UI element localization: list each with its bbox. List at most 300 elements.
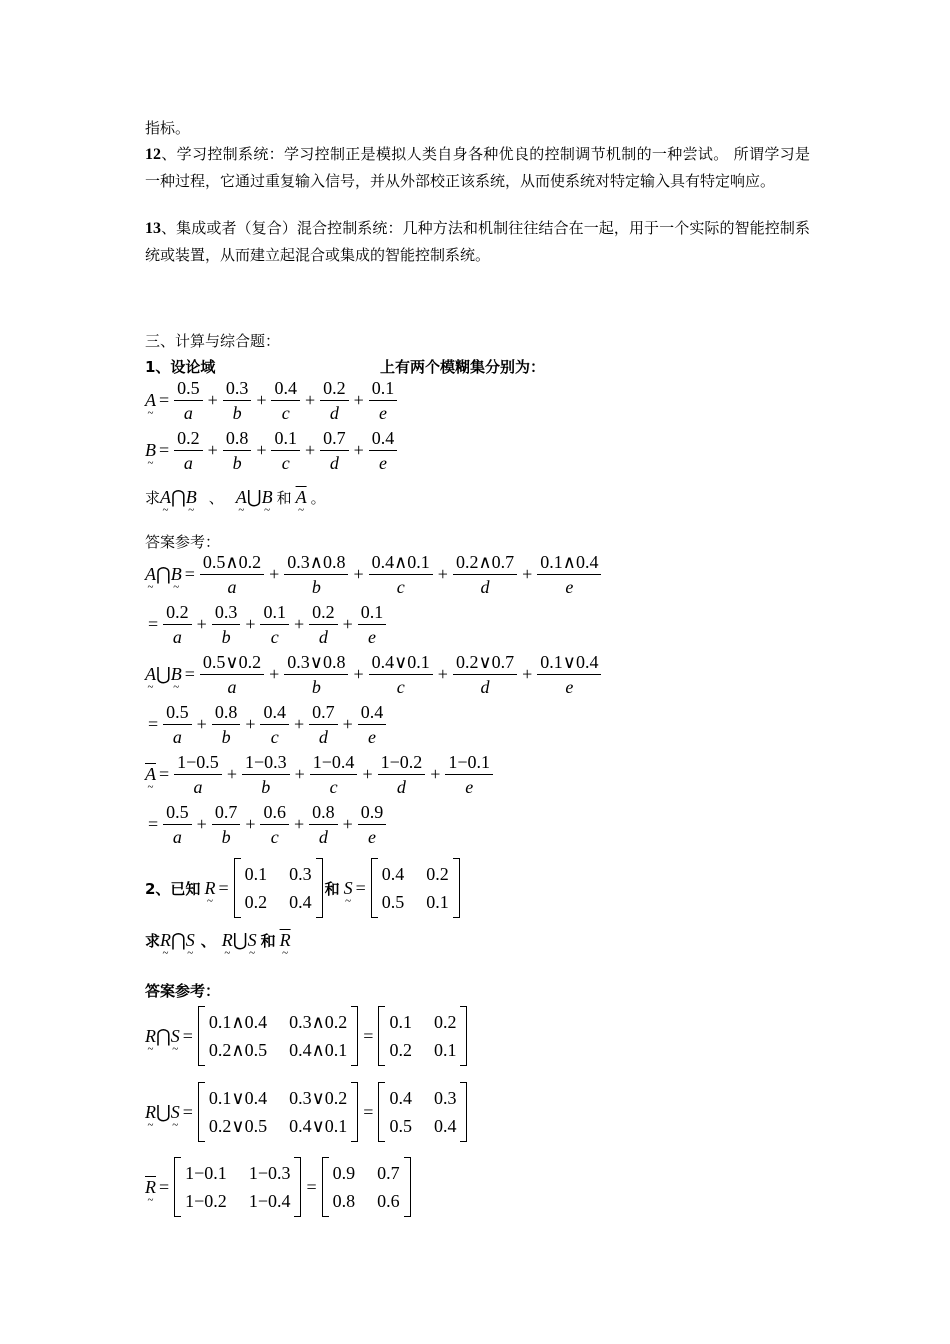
fraction <box>212 602 241 647</box>
matrix-cells <box>385 1006 460 1066</box>
plus-sign: + <box>353 440 364 460</box>
fraction-numerator: 0.4∧0.1 <box>369 552 433 575</box>
plus-sign: + <box>196 714 207 734</box>
matrix-cell: 0.2 <box>389 1040 412 1060</box>
fraction-numerator: 0.1 <box>271 428 300 451</box>
fraction-denominator: c <box>281 453 290 473</box>
matrix-cell: 0.4∨0.1 <box>289 1116 348 1136</box>
plus-sign: + <box>342 714 353 734</box>
item-number: 12 <box>145 146 161 163</box>
matrix-cell: 0.7 <box>377 1163 400 1183</box>
fraction-denominator: c <box>281 403 290 423</box>
fraction-denominator: d <box>329 403 339 423</box>
fraction-numerator: 0.1∨0.4 <box>537 652 601 675</box>
fraction <box>260 702 289 747</box>
equation-Rbar <box>145 1157 413 1217</box>
fraction <box>320 378 349 423</box>
plus-sign: + <box>304 390 316 410</box>
plus-sign: + <box>207 390 218 410</box>
plus-sign: + <box>353 390 364 410</box>
fraction-denominator: b <box>311 577 321 597</box>
fraction-denominator: e <box>379 453 388 473</box>
matrix-cell: 0.4∧0.1 <box>289 1040 348 1060</box>
fraction-denominator: e <box>368 827 377 847</box>
symbol-cup: ⋃ <box>232 930 248 950</box>
fraction-denominator: b <box>221 627 231 647</box>
question-2-line <box>145 858 462 918</box>
symbol-R: R ~ <box>160 930 171 951</box>
matrix-cell: 0.2 <box>433 1012 457 1032</box>
equals-sign: = <box>159 390 170 410</box>
symbol-B: B ~ <box>186 487 197 508</box>
matrix <box>198 1082 358 1142</box>
equation-RcupS <box>145 1082 469 1142</box>
matrix-S <box>371 858 460 918</box>
plus-sign: + <box>293 814 305 834</box>
matrix-cell: 0.1 <box>426 892 449 912</box>
fraction-denominator: c <box>270 827 279 847</box>
matrix-cell: 0.1 <box>244 864 268 884</box>
equation-Abar <box>145 752 495 797</box>
fraction-numerator: 0.3 <box>212 602 241 625</box>
matrix-left-bracket <box>174 1157 181 1217</box>
plus-sign: + <box>293 614 305 634</box>
fraction-numerator: 0.4 <box>260 702 289 725</box>
fraction <box>445 752 493 797</box>
matrix-left-bracket <box>198 1006 205 1066</box>
matrix-right-bracket <box>294 1157 301 1217</box>
fraction <box>369 378 398 423</box>
symbol-cap: ⋂ <box>156 564 171 584</box>
symbol-S: S ~ <box>186 930 195 951</box>
fraction-denominator: d <box>318 727 328 747</box>
fraction-numerator: 0.7 <box>309 702 338 725</box>
plus-sign: + <box>293 714 305 734</box>
fraction <box>310 752 358 797</box>
plus-sign: + <box>196 814 207 834</box>
matrix-cell: 0.3 <box>289 864 312 884</box>
equals-sign: = <box>182 1025 193 1046</box>
matrix <box>198 1006 358 1066</box>
fraction-denominator: a <box>172 627 182 647</box>
fraction <box>369 652 433 697</box>
section-title: 三、计算与综合题： <box>145 332 281 350</box>
fraction <box>163 602 192 647</box>
plus-sign: + <box>245 814 256 834</box>
equals-sign: = <box>355 877 366 898</box>
fraction <box>223 428 252 473</box>
fraction-numerator: 0.4 <box>358 702 387 725</box>
matrix <box>378 1006 467 1066</box>
fraction-numerator: 0.1 <box>369 378 398 401</box>
fraction-denominator: e <box>379 403 388 423</box>
matrix-cell: 0.1 <box>389 1012 412 1032</box>
fraction-denominator: b <box>311 677 321 697</box>
matrix-right-bracket <box>316 858 323 918</box>
equals-sign: = <box>184 664 195 684</box>
fraction <box>453 652 517 697</box>
plus-sign: + <box>522 564 533 584</box>
paragraph-text: 指标。 <box>145 119 191 137</box>
paragraph-11-tail <box>145 115 810 141</box>
plus-sign: + <box>294 764 305 784</box>
symbol-R-complement: $\overline{R}$ ~ <box>280 930 291 951</box>
matrix-cell: 0.2 <box>426 864 449 884</box>
fraction-numerator: 0.5 <box>174 378 203 401</box>
symbol-S: S ~ <box>344 878 353 899</box>
fraction-numerator: 0.3∧0.8 <box>284 552 348 575</box>
paragraph-text: 、学习控制系统：学习控制正是模拟人类自身各种优良的控制调节机制的一种尝试。 所谓学习是一种过程，它通过重复输入信号，并从外部校正该系统，从而使系统对特定输入具有特定响应。 <box>145 145 810 190</box>
fraction <box>309 702 338 747</box>
fraction-denominator: a <box>227 577 237 597</box>
equation-A <box>145 378 399 423</box>
fraction <box>369 552 433 597</box>
plus-sign: + <box>437 664 448 684</box>
plus-sign: + <box>245 614 256 634</box>
plus-sign: + <box>304 440 316 460</box>
fraction-denominator: a <box>183 453 193 473</box>
fraction-numerator: 0.2∧0.7 <box>453 552 517 575</box>
plus-sign: + <box>437 564 448 584</box>
equals-sign: = <box>306 1176 317 1197</box>
fraction-denominator: d <box>318 827 328 847</box>
fraction-numerator: 0.2∨0.7 <box>453 652 517 675</box>
fraction-denominator: b <box>261 777 271 797</box>
matrix-left-bracket <box>371 858 378 918</box>
equals-sign: = <box>148 714 159 734</box>
fraction-numerator: 0.2 <box>320 378 349 401</box>
symbol-B: B ~ <box>145 440 156 461</box>
matrix-right-bracket <box>460 1082 467 1142</box>
matrix-left-bracket <box>234 858 241 918</box>
plus-sign: + <box>430 764 441 784</box>
fraction-denominator: d <box>480 677 490 697</box>
fraction-numerator: 1−0.3 <box>242 752 290 775</box>
fraction-numerator: 0.1∧0.4 <box>537 552 601 575</box>
matrix-cell: 0.3∧0.2 <box>289 1012 348 1032</box>
equals-sign: = <box>148 614 159 634</box>
fraction <box>309 602 338 647</box>
plus-sign: + <box>342 814 353 834</box>
matrix-cell: 0.9 <box>332 1163 356 1183</box>
fraction <box>369 428 398 473</box>
symbol-A: A ~ <box>145 564 156 585</box>
fraction-numerator: 0.7 <box>320 428 349 451</box>
fraction <box>358 802 387 847</box>
matrix-cell: 0.8 <box>332 1191 356 1211</box>
answer-label: 答案参考： <box>145 982 221 1000</box>
fraction-denominator: a <box>193 777 203 797</box>
paragraph-text: 、集成或者（复合）混合控制系统：几种方法和机制往往结合在一起，用于一个实际的智能控制系统或装置，从而建立起混合或集成的智能控制系统。 <box>145 219 810 264</box>
symbol-S: S ~ <box>248 930 257 951</box>
symbol-S: S ~ <box>171 1102 180 1123</box>
item-number: 13 <box>145 220 161 237</box>
matrix-cell: 1−0.3 <box>248 1163 291 1183</box>
fraction-numerator: 0.4 <box>271 378 300 401</box>
plus-sign: + <box>256 440 267 460</box>
fraction-denominator: c <box>270 727 279 747</box>
symbol-cup: ⋃ <box>246 487 262 507</box>
fraction <box>537 552 601 597</box>
fraction-denominator: a <box>172 827 182 847</box>
matrix-cell: 1−0.2 <box>185 1191 227 1211</box>
paragraph-13 <box>145 215 810 268</box>
fraction <box>174 378 203 423</box>
equals-sign: = <box>148 814 159 834</box>
fraction <box>163 702 192 747</box>
q2-prefix: 2、已知 <box>145 879 201 898</box>
fraction-numerator: 0.2 <box>174 428 203 451</box>
answer-label: 答案参考： <box>145 533 221 551</box>
fraction <box>174 428 203 473</box>
fraction-denominator: e <box>565 577 574 597</box>
symbol-A: A ~ <box>160 487 171 508</box>
fraction-numerator: 0.2 <box>163 602 192 625</box>
equals-sign: = <box>363 1101 374 1122</box>
matrix-cell: 1−0.1 <box>185 1163 227 1183</box>
symbol-A: A ~ <box>145 390 156 411</box>
symbol-A: A ~ <box>145 664 156 685</box>
matrix-cell: 0.2∧0.5 <box>208 1040 268 1060</box>
fraction <box>174 752 222 797</box>
fraction-denominator: d <box>480 577 490 597</box>
fraction <box>358 702 387 747</box>
ask-line-1 <box>145 487 326 508</box>
fraction-numerator: 0.2 <box>309 602 338 625</box>
matrix-left-bracket <box>322 1157 329 1217</box>
equation-AcapB <box>145 552 603 597</box>
matrix-cells <box>205 1006 351 1066</box>
plus-sign: + <box>196 614 207 634</box>
symbol-R: R ~ <box>145 1026 156 1047</box>
fraction <box>242 752 290 797</box>
fraction-numerator: 0.5∧0.2 <box>200 552 264 575</box>
plus-sign: + <box>269 564 280 584</box>
fraction-denominator: c <box>270 627 279 647</box>
fraction-denominator: d <box>318 627 328 647</box>
equation-AcapB-result <box>145 602 388 647</box>
equals-sign: = <box>182 1101 193 1122</box>
equals-sign: = <box>218 877 229 898</box>
symbol-A-complement: $\overline{A}$ ~ <box>145 764 156 785</box>
plus-sign: + <box>226 764 237 784</box>
plus-sign: + <box>353 664 364 684</box>
fraction-numerator: 0.8 <box>212 702 241 725</box>
fraction-denominator: c <box>396 677 405 697</box>
symbol-B: B ~ <box>171 564 182 585</box>
matrix-left-bracket <box>378 1082 385 1142</box>
equation-RcapS <box>145 1006 469 1066</box>
equals-sign: = <box>159 764 170 784</box>
matrix-cell: 0.3 <box>433 1088 457 1108</box>
matrix-cells <box>329 1157 404 1217</box>
matrix-R <box>234 858 323 918</box>
symbol-B: B ~ <box>171 664 182 685</box>
matrix-cell: 0.2 <box>244 892 268 912</box>
fraction <box>320 428 349 473</box>
matrix-cell: 0.1 <box>433 1040 457 1060</box>
symbol-R: R ~ <box>145 1102 156 1123</box>
fraction-denominator: d <box>329 453 339 473</box>
plus-sign: + <box>362 764 373 784</box>
fraction-denominator: e <box>368 727 377 747</box>
fraction-denominator: b <box>232 453 242 473</box>
matrix-cell: 0.1∨0.4 <box>208 1088 268 1108</box>
fraction-denominator: b <box>221 727 231 747</box>
fraction <box>260 802 289 847</box>
fraction-denominator: e <box>565 677 574 697</box>
plus-sign: + <box>207 440 218 460</box>
matrix-cell: 0.4 <box>433 1116 457 1136</box>
fraction-numerator: 1−0.4 <box>310 752 358 775</box>
fraction-denominator: a <box>172 727 182 747</box>
plus-sign: + <box>245 714 256 734</box>
symbol-cup: ⋃ <box>156 664 171 684</box>
matrix-cell: 1−0.4 <box>248 1191 291 1211</box>
equals-sign: = <box>159 440 170 460</box>
fraction-numerator: 0.3∨0.8 <box>284 652 348 675</box>
ask-and: 和 <box>276 489 292 507</box>
matrix-left-bracket <box>198 1082 205 1142</box>
fraction-numerator: 0.5 <box>163 702 192 725</box>
symbol-S: S ~ <box>171 1026 180 1047</box>
equals-sign: = <box>184 564 195 584</box>
equation-AcupB <box>145 652 603 697</box>
matrix <box>174 1157 301 1217</box>
fraction-denominator: b <box>232 403 242 423</box>
fraction <box>163 802 192 847</box>
fraction <box>271 428 300 473</box>
ask-line-2 <box>145 930 291 951</box>
fraction <box>223 378 252 423</box>
fraction-denominator: c <box>329 777 338 797</box>
fraction-numerator: 1−0.2 <box>378 752 426 775</box>
fraction-numerator: 0.3 <box>223 378 252 401</box>
fraction-denominator: a <box>183 403 193 423</box>
equation-Abar-result <box>145 802 388 847</box>
fraction-numerator: 0.1 <box>260 602 289 625</box>
symbol-A: A ~ <box>236 487 247 508</box>
plus-sign: + <box>342 614 353 634</box>
matrix-cell: 0.4 <box>389 1088 412 1108</box>
matrix-right-bracket <box>351 1082 358 1142</box>
ask-end: 。 <box>310 489 326 507</box>
fraction <box>537 652 601 697</box>
fraction <box>284 552 348 597</box>
fraction-numerator: 0.4∨0.1 <box>369 652 433 675</box>
matrix-right-bracket <box>404 1157 411 1217</box>
matrix-cell: 0.4 <box>381 864 405 884</box>
fraction-numerator: 0.9 <box>358 802 387 825</box>
fraction <box>271 378 300 423</box>
ask-sep: 、 <box>208 489 224 507</box>
question-1-line <box>145 356 810 377</box>
fraction-denominator: c <box>396 577 405 597</box>
fraction <box>212 702 241 747</box>
fraction-numerator: 0.5∨0.2 <box>200 652 264 675</box>
fraction <box>309 802 338 847</box>
fraction-denominator: d <box>396 777 406 797</box>
ask-and: 和 <box>260 932 276 950</box>
matrix-cells <box>378 858 453 918</box>
matrix-cell: 0.4 <box>289 892 312 912</box>
matrix-cells <box>205 1082 351 1142</box>
fraction-numerator: 0.7 <box>212 802 241 825</box>
ask-sep: 、 <box>200 932 216 950</box>
fraction-numerator: 0.4 <box>369 428 398 451</box>
plus-sign: + <box>269 664 280 684</box>
matrix-cell: 0.6 <box>377 1191 400 1211</box>
matrix-cell: 0.1∧0.4 <box>208 1012 268 1032</box>
q2-and: 和 <box>324 879 340 898</box>
matrix <box>378 1082 467 1142</box>
plus-sign: + <box>256 390 267 410</box>
matrix-cell: 0.2∨0.5 <box>208 1116 268 1136</box>
symbol-B: B ~ <box>262 487 273 508</box>
matrix-cells <box>241 858 316 918</box>
equation-AcupB-result <box>145 702 388 747</box>
plus-sign: + <box>353 564 364 584</box>
q1-prefix: 1、设论域 <box>145 358 216 376</box>
fraction <box>200 552 264 597</box>
fraction <box>358 602 387 647</box>
matrix-right-bracket <box>453 858 460 918</box>
fraction-numerator: 0.8 <box>309 802 338 825</box>
ask-text: 求 <box>145 932 161 950</box>
fraction <box>453 552 517 597</box>
matrix-left-bracket <box>378 1006 385 1066</box>
q1-suffix: 上有两个模糊集分别为： <box>380 358 546 376</box>
ask-text: 求 <box>145 489 161 507</box>
fraction-denominator: e <box>465 777 474 797</box>
matrix <box>322 1157 411 1217</box>
matrix-cell: 0.5 <box>389 1116 412 1136</box>
paragraph-12 <box>145 141 810 194</box>
equals-sign: = <box>363 1025 374 1046</box>
symbol-cap: ⋂ <box>156 1025 171 1046</box>
equals-sign: = <box>159 1176 170 1197</box>
matrix-cells <box>181 1157 294 1217</box>
fraction <box>260 602 289 647</box>
matrix-cell: 0.5 <box>381 892 405 912</box>
fraction <box>378 752 426 797</box>
fraction-denominator: b <box>221 827 231 847</box>
fraction-numerator: 1−0.1 <box>445 752 493 775</box>
symbol-R: R ~ <box>204 878 215 899</box>
plus-sign: + <box>522 664 533 684</box>
matrix-right-bracket <box>351 1006 358 1066</box>
fraction-numerator: 0.5 <box>163 802 192 825</box>
symbol-A-complement: $\overline{A}$ ~ <box>296 487 307 508</box>
symbol-cap: ⋂ <box>171 487 186 507</box>
fraction-denominator: e <box>368 627 377 647</box>
fraction <box>284 652 348 697</box>
matrix-cell: 0.3∨0.2 <box>289 1088 348 1108</box>
symbol-cap: ⋂ <box>171 930 186 950</box>
fraction-numerator: 0.8 <box>223 428 252 451</box>
symbol-R: R ~ <box>222 930 233 951</box>
symbol-R-complement: $\overline{R}$ ~ <box>145 1177 156 1198</box>
fraction <box>212 802 241 847</box>
matrix-cells <box>385 1082 460 1142</box>
fraction-numerator: 0.6 <box>260 802 289 825</box>
matrix-right-bracket <box>460 1006 467 1066</box>
fraction-numerator: 0.1 <box>358 602 387 625</box>
fraction-numerator: 1−0.5 <box>174 752 222 775</box>
equation-B <box>145 428 399 473</box>
symbol-cup: ⋃ <box>156 1101 171 1122</box>
fraction-denominator: a <box>227 677 237 697</box>
